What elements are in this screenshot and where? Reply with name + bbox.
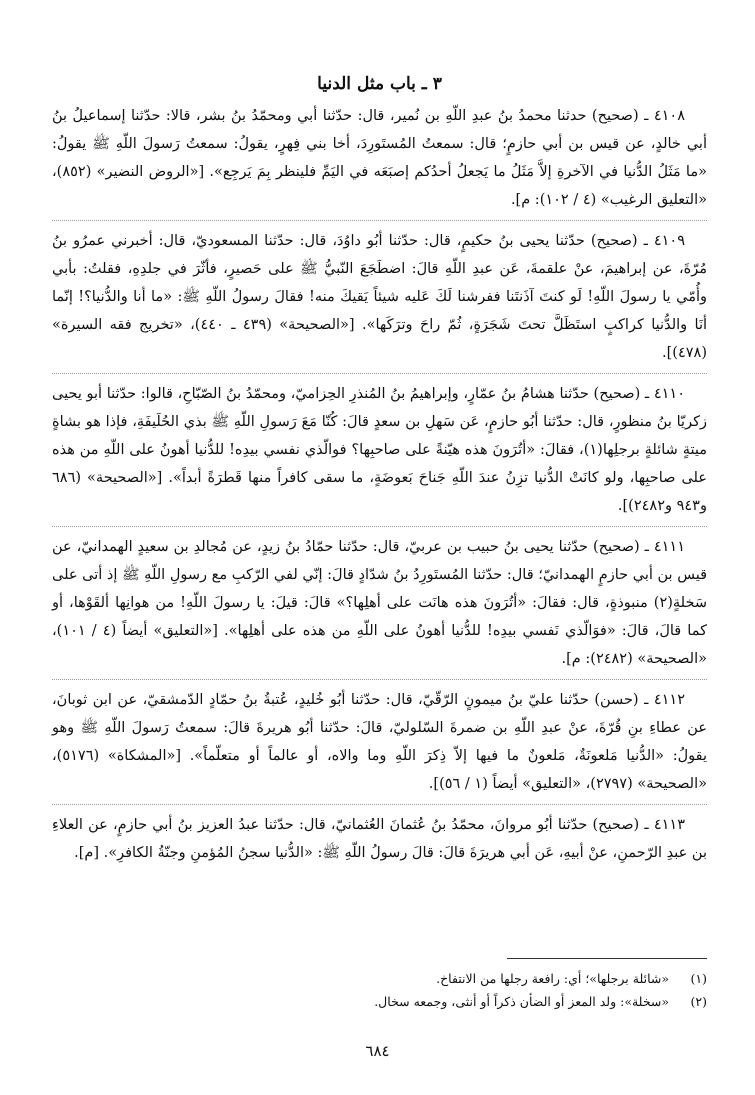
footnote-1	[52, 967, 707, 990]
hadith-4109: ٤١٠٩ ـ (صحيح) حدّثنا يحيى بنُ حكيمٍ، قال: حدّثنا أبُو داوُدَ، قال: حدّثنا المسعوديّ، قال: أخبرني عمرُو بنُ مُرّةَ، عن إبراهيمَ، عنْ علقمةَ، عَن عبدِ اللّهِ قالَ: اضطَجَعَ النّبيُّ ﷺ على حَصيرٍ، فأثّرَ في جلدِهِ، فقلتُ: بأبي وأُمّي يا رسولَ اللّهِ! لَو كنتَ آذَنتَنا ففرشنا لَكَ عَليه شيئاً يَقيكَ منه! فقالَ رسولُ اللّهِ ﷺ: «ما أنا والدُّنيا؟! إنّما أنَا والدُّنيا كراكبٍ استَظَلَّ تحتَ شَجَرَةٍ، ثُمّ راحَ وترَكَها». [«الصحيحة» (٤٣٩ ـ ٤٤٠)، «تخريج فقه السيرة» (٤٧٨)].	[52, 227, 707, 374]
hadith-4113: ٤١١٣ ـ (صحيح) حدّثنا أبُو مروانَ، محمّدُ بنُ عُثمانَ العُثمانيّ، قال: حدّثنا عبدُ العزيز بنُ أبي حازمٍ، عن العلاءِ بن عبدِ الرّحمنِ، عنْ أبيهِ، عَن أبي هريرَةَ قالَ: قالَ رسولُ اللّهِ ﷺ: «الدُّنيا سجنُ المُؤمنِ وجنّةُ الكافرِ». [م].	[52, 817, 707, 861]
page-body	[52, 70, 707, 879]
footnote-2-text: «سخلة»: ولد المعز أو الضأن ذكراً أو أنثى، وجمعه سخال.	[374, 994, 670, 1009]
hadith-4110: ٤١١٠ ـ (صحيح) حدّثنا هشامُ بنُ عمّارٍ، وإبراهيمُ بنُ المُنذرِ الحِزاميّ، ومحمّدُ بنُ الصّبّاحِ، قالوا: حدّثنا أبو يحيى زكريّا بنُ منظورٍ، قال: حدّثنا أبُو حازمٍ، عَن سَهلِ بن سعدٍ قالَ: كُنّا مَعَ رَسولِ اللّهِ ﷺ بذي الحُلَيفَةِ، فإذا هو بشاةٍ ميتةٍ شائلةٍ برجلِها(١)، فقالَ: «أتُرَونَ هذه هيّنةً على صاحبِها؟ فوالّذي نفسي بيدِه! للدُّنيا أهونُ على اللّهِ من هذه على صاحبِها، ولو كانَتْ الدُّنيا تزِنُ عندَ اللّهِ جَناحَ بَعوضَةٍ، ما سقى كافراً منها قَطرَةً أبداً». [«الصحيحة» (٦٨٦ و٩٤٣ و٢٤٨٢)].	[52, 380, 707, 527]
footnote-1-text: «شائلة برجلها»؛ أي: رافعة رجلها من الانتفاخ.	[436, 971, 670, 986]
chapter-title: ٣ ـ باب مثل الدنيا	[317, 74, 442, 94]
footnote-2	[52, 990, 707, 1013]
hadith-4111: ٤١١١ ـ (صحيح) حدّثنا يحيى بنُ حبيب بن عربيّ، قال: حدّثنا حمّادُ بنُ زيدٍ، عن مُجالدِ بن سعيدٍ الهمدانيّ، عن قيس بن أبي حازمٍ الهمدانيّ؛ قال: حدّثنا المُستَورِدُ بنُ شدّادٍ قالَ: إنّي لفي الرّكبِ مع رسولِ اللّهِ ﷺ إذ أتى على سَخلةٍ(٢) منبوذةٍ، قال: فقالَ: «أتُرَونَ هذه هانَت على أهلِها؟» قالَ: قيلَ: يا رسولَ اللّهِ! من هوانِها ألقَوْها، أو كما قالَ، قالَ: «فوَالّذي نَفسي بيدِه! للدُّنيا أهونُ على اللّهِ من هذه على أهلِها». [«التعليق» أيضاً (٤ / ١٠١)، «الصحيحة» (٢٤٨٢): م].	[52, 533, 707, 680]
footnote-2-number: (٢)	[690, 994, 707, 1009]
hadith-4112: ٤١١٢ ـ (حسن) حدّثنا عليّ بنُ ميمونٍ الرّقّيّ، قال: حدّثنا أبُو خُليدٍ، عُتبةُ بنُ حمّادٍ الدّمشقيّ، عن ابن ثوبانَ، عن عطاءِ بنِ قُرّةَ، عنْ عبدِ اللّهِ بن ضمرةَ السّلوليّ، قالَ: حدّثنا أبُو هريرةَ قالَ: سمعتُ رَسولَ اللّهِ ﷺ وهو يقولُ: «الدُّنيا مَلعونَةٌ، مَلعونٌ ما فيها إلاّ ذِكرَ اللّهِ وما والاه، أو عالماً أو متعلّماً». [«المشكاة» (٥١٧٦)، «الصحيحة» (٢٧٩٧)، «التعليق» أيضاً (١ / ٥٦)].	[52, 686, 707, 805]
footnotes	[52, 958, 707, 1013]
page-number: ٦٨٤	[365, 1042, 390, 1060]
hadith-4108: ٤١٠٨ ـ (صحيح) حدثنا محمدُ بنُ عبدِ اللّهِ بن نُمير، قال: حدّثنا أبي ومحمّدُ بنُ بشر، قالا: حدّثنا إسماعيلُ بنُ أبي خالدٍ، عن قيس بن أبي حازمٍ؛ قال: سمعتُ المُستَورِدَ، أخا بني فِهرٍ، يقولُ: سمعتُ رَسولَ اللّهِ ﷺ يقولُ: «ما مَثَلُ الدُّنيا في الآخرةِ إلاَّ مَثَلُ ما يَجعلُ أحدُكم إصبَعَه في اليَمِّ فلينظر بِمَ يَرجِع». [«الروض النضير» (٨٥٢)، «التعليق الرغيب» (٤ / ١٠٢): م].	[52, 102, 707, 221]
footnote-1-number: (١)	[690, 971, 707, 986]
footnote-divider	[507, 958, 707, 959]
